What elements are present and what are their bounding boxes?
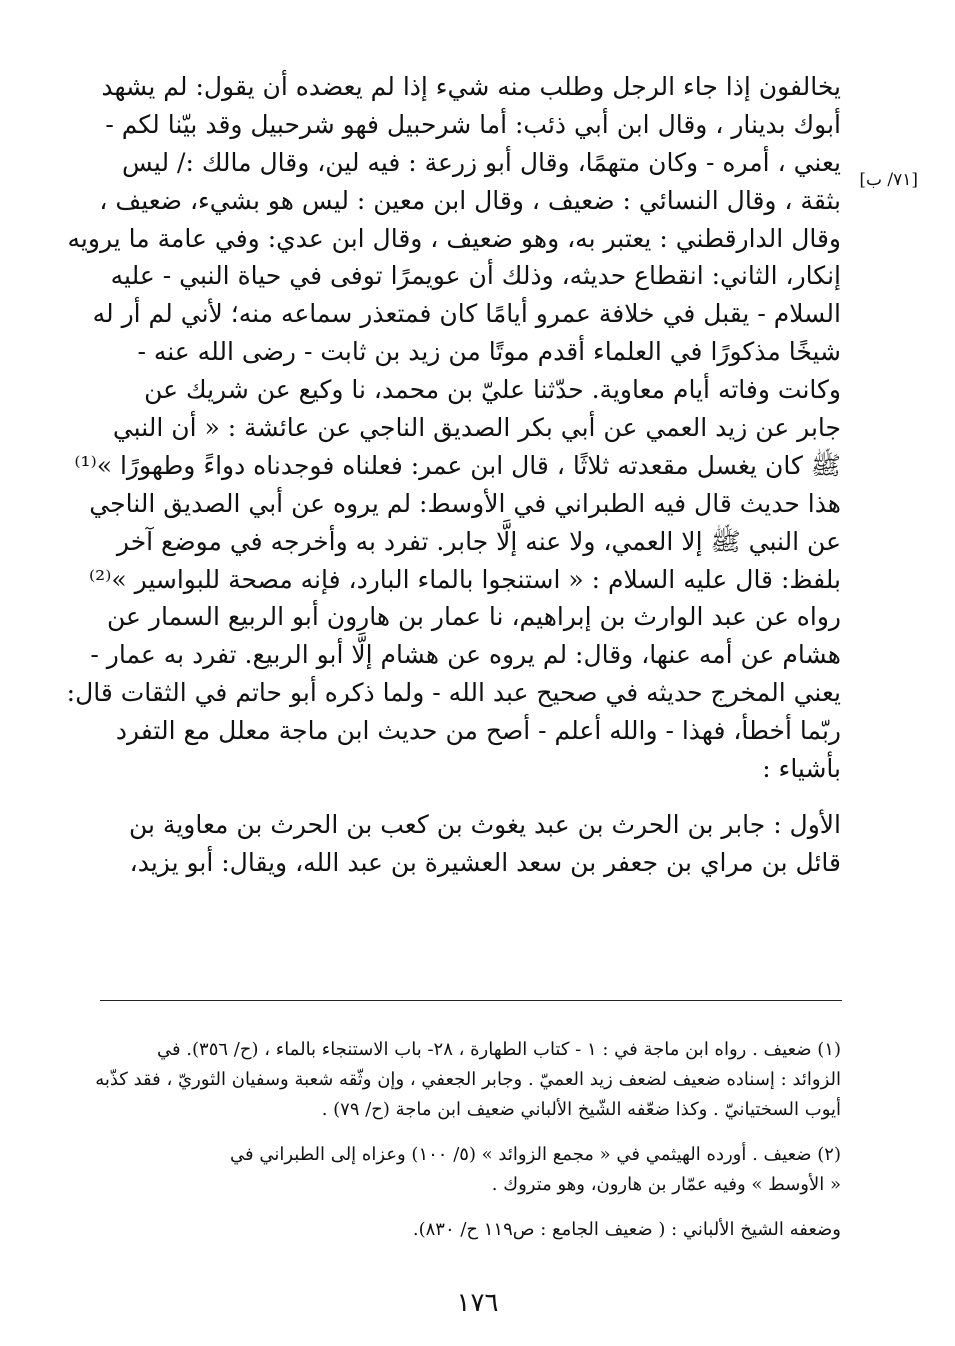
text-line: هشام عن أمه عنها، وقال: لم يروه عن هشام إلَّا أبو الربيع. تفرد به عمار - — [90, 640, 841, 670]
text-line: الأول : جابر بن الحرث بن عبد يغوث بن كعب بن الحرث بن معاوية بن — [129, 809, 841, 839]
text-line: عن النبي ﷺ إلا العمي، ولا عنه إلَّا جابر. تفرد به وأخرجه في موضع آخر — [116, 526, 841, 556]
text-line: يخالفون إذا جاء الرجل وطلب منه شيء إذا لم يعضده أن يقول: لم يشهد — [101, 72, 841, 101]
text-line: السلام - يقبل في خلافة عمرو أيامًا كان فمتعذر سماعه منه؛ لأني لم أر له — [92, 299, 841, 329]
text-line: بأشياء : — [762, 754, 841, 784]
footnote-gap — [97, 1125, 841, 1140]
text-line: جابر عن زيد العمي عن أبي بكر الصديق الناجي عن عائشة : « أن النبي — [112, 413, 841, 443]
main-text — [66, 68, 841, 882]
manuscript-folio-marker: [٧١/ ب] — [859, 170, 918, 190]
text-line: بثقة ، وقال النسائي : ضعيف ، وقال ابن معين : ليس هو بشيء، ضعيف ، — [99, 185, 841, 215]
text-line: وكانت وفاته أيام معاوية. حدّثنا عليّ بن محمد، نا وكيع عن شريك عن — [144, 375, 841, 405]
footnote-line: وضعفه الشيخ الألباني : ( ضعيف الجامع : ص١١٩ ح/ ٨٣٠). — [412, 1219, 841, 1240]
footnote-separator — [100, 1000, 842, 1001]
text-line: رواه عن عبد الوارث بن إبراهيم، نا عمار بن هارون أبو الربيع السمار عن — [107, 602, 841, 632]
footnote-line: الزوائد : إسناده ضعيف لضعف زيد العميّ . وجابر الجعفي ، وإن وثّقه شعبة وسفيان الثوريّ ، فقد كذّبه — [95, 1069, 841, 1090]
text-line: وقال الدارقطني : يعتبر به، وهو ضعيف ، وقال ابن عدي: وفي عامة ما يرويه — [67, 223, 841, 253]
text-line: يعني ، أمره - وكان متهمًا، وقال أبو زرعة : فيه لين، وقال مالك :/ ليس — [122, 147, 841, 177]
text-line: هذا حديث قال فيه الطبراني في الأوسط: لم يروه عن أبي الصديق الناجي — [89, 488, 841, 518]
footnote-line: « الأوسط » وفيه عمّار بن هارون، وهو متروك . — [491, 1174, 841, 1195]
text-line: قائل بن مراي بن جعفر بن سعد العشيرة بن عبد الله، ويقال: أبو يزيد، — [129, 847, 841, 877]
text-line: يعني المخرج حديثه في صحيح عبد الله - ولما ذكره أبو حاتم في الثقات قال: — [66, 678, 841, 708]
text-line: ﷺ كان يغسل مقعدته ثلاثًا ، قال ابن عمر: فعلناه فوجدناه دواءً وطهورًا »⁽¹⁾ — [74, 450, 841, 480]
footnote-gap — [97, 1200, 841, 1215]
footnote-line: (٢) ضعيف . أورده الهيثمي في « مجمع الزوائد » (٥/ ١٠٠) وعزاه إلى الطبراني في — [230, 1144, 841, 1165]
text-line: شيخًا مذكورًا في العلماء أقدم موتًا من زيد بن ثابت - رضى الله عنه - — [137, 337, 841, 367]
footnote-line: (١) ضعيف . رواه ابن ماجة في : ١ - كتاب الطهارة ، ٢٨- باب الاستنجاء بالماء ، (ح/ ٣٥٦). في — [156, 1039, 841, 1060]
text-line: أبوك بدينار ، وقال ابن أبي ذئب: أما شرحبيل فهو شرحبيل وقد بيّنا لكم - — [105, 109, 841, 139]
text-line: ربّما أخطأ، فهذا - والله أعلم - أصح من حديث ابن ماجة معلل مع التفرد — [115, 716, 841, 746]
text-line: إنكار، الثاني: انقطاع حديثه، وذلك أن عويمرًا توفى في حياة النبي - عليه — [110, 261, 841, 291]
footnotes — [97, 1035, 841, 1245]
page-number: ١٧٦ — [456, 1288, 499, 1318]
footnote-line: أيوب السختيانيّ . وكذا ضعّفه الشّيخ الألباني ضعيف ابن ماجة (ح/ ٧٩) . — [321, 1099, 841, 1120]
paragraph-gap — [97, 788, 841, 806]
text-line: بلفظ: قال عليه السلام : « استنجوا بالماء البارد، فإنه مصحة للبواسير »⁽²⁾ — [89, 564, 841, 594]
